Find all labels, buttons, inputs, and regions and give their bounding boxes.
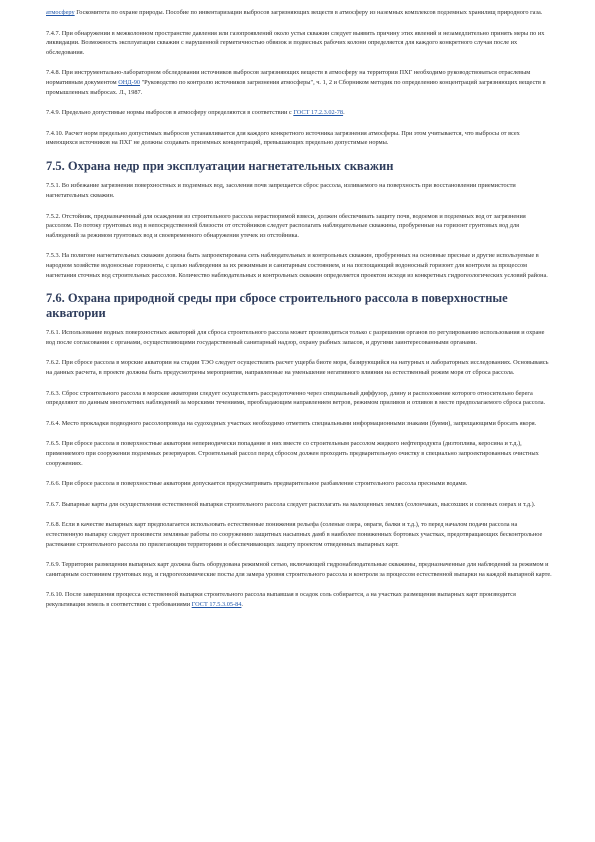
paragraph-text: 7.5.2. Отстойник, предназначенный для осаждения из строительного рассола нерастворимой взвеси, должен обеспечивать защиту почв, водоемов и подземных вод от загрязнения рассолом. По потоку грунтовых вод в непосредственной близости от отстойников следует располагать наблюдательные скважины, пробуренные на горизонт грунтовых вод для наблюдений за режимом грунтовых вод и своевременного обнаружения утечек из отстойника. [46,212,526,239]
paragraph-text: 7.6.9. Территория размещения выпарных карт должна быть оборудована режимной сетью, включающей гидронаблюдательные скважины, предназначенные для наблюдений за режимом и санитарным состоянием грунтовых вод, и гидрогеохимические посты для замера уровня строительного рассола и контроля за процессом естественной выпарки на каждой выпарной карте. [46,561,552,578]
paragraph [46,479,552,489]
paragraph-text: 7.4.10. Расчет норм предельно допустимых выбросов устанавливается для каждого конкретного источника загрязнения атмосферы. При этом учитывается, что выбросы от всех имеющихся источников на ПХГ не должны создавать приземных концентраций, превышающих предельно допустимые нормы. [46,129,520,147]
paragraph [46,181,552,200]
paragraph [46,251,552,280]
document-page [46,8,552,620]
paragraph [46,389,552,408]
paragraph [46,439,552,468]
paragraph [46,590,552,609]
paragraph-text: . [241,600,243,608]
paragraph [46,500,552,510]
document-link[interactable]: ГОСТ 17.5.3.05-84 [191,600,242,608]
section-heading: 7.5. Охрана недр при эксплуатации нагнетательных скважин [46,158,394,173]
paragraph [46,129,552,148]
paragraph-text: 7.6.4. Место прокладки подводного рассолопровода на судоходных участках необходимо отметить специальными информационными знаками (буями), запрещающими бросать якоря. [46,419,537,427]
paragraph-text: 7.6.8. Если в качестве выпарных карт предполагается использовать естественные понижения рельефа (соленые озера, овраги, балки и т.д.), то перед началом подачи рассола на естественную выпарку следует произвести земляные работы по сооружению защитных насыпных дамб в наиболее пониженных бортовых участках, предотвращающих бесконтрольное растекание строительного рассола по прилегающим территориям и обеспечивающих защиту проектом отведенных выпарных карт. [46,521,543,548]
paragraph [46,419,552,429]
paragraph-text: 7.4.8. При инструментально-лабораторном обследовании источников выбросов загрязняющих веществ в атмосферу на территории ПХГ необходимо руководствоваться отраслевым нормативным документом [46,69,531,86]
paragraph-text: 7.6.6. При сбросе рассола в поверхностные акватории допускается предусматривать предварительное разбавление строительного рассола пресными водами. [46,480,468,488]
paragraph-text: 7.6.1. Использование водных поверхностных акваторий для сброса строительного рассола может производиться только с разрешения органов по регулированию использования и охране вод после согласования с органами, осуществляющими государственный санитарный надзор, охрану рыбных запасов, и другими заинтересованными органами. [46,329,545,346]
paragraph-text: 7.4.7. При обнаружении в межколонном пространстве давления или газопроявлений около устья скважин следует выявить причину этих явлений и незамедлительно принять меры по их ликвидации. Возможность эксплуатации скважин с нарушенной герметичностью обвязок и подвесных рабочих колонн определяется для каждого конкретного случая после их обследования. [46,29,545,56]
paragraph [46,328,552,347]
paragraph-text: "Руководство по контролю источников загрязнения атмосферы", ч. 1, 2 и Сборником методик по определению концентраций загрязняющих веществ в промышленных выбросах. Л., 1987. [46,78,546,96]
paragraph [46,560,552,579]
document-link[interactable]: ГОСТ 17.2.3.02-78 [293,109,344,117]
paragraph-text: 7.6.7. Выпарные карты для осуществления естественной выпарки строительного рассола следует располагать на малоценных землях (солончаках, высохших и соленых озерах и т.д.). [46,500,536,508]
document-link[interactable]: атмосферу [46,9,75,16]
paragraph-text: . [343,109,345,117]
document-link[interactable]: ОНД-90 [118,78,140,86]
paragraph-text: 7.6.5. При сбросе рассола в поверхностные акватории непериодически попадание в них вместе со строительным рассолом жидкого нефтепродукта (дизтоплива, керосина и т.д.), применяемого при сооружении подземных резервуаров. Строительный рассол перед сбросом должен проходить предварительную очистку в специально запроектированных очистных сооружениях. [46,440,539,467]
paragraph [46,212,552,241]
paragraph [46,8,552,18]
paragraph-text: 7.5.3. На полигоне нагнетательных скважин должна быть запроектирована сеть наблюдательных и контрольных скважин, пробуренных на основные пресные и другие используемые в народном хозяйстве водоносные горизонты, с целью наблюдения за их режимным и санитарным состоянием, и на поглощающий водоносный горизонт для контроля за процессом нагнетания сточных вод строительных рассолов. Количество наблюдательных и контрольных скважин определяется проектом исходя из конкретных гидрогеологических условий района. [46,252,548,279]
paragraph [46,29,552,58]
paragraph-text: 7.6.10. После завершения процесса естественной выпарки строительного рассола выпавшая в осадок соль собирается, а на участках размещения выпарных карт производится рекультивация земель в соответствии с требованиями [46,591,516,608]
paragraph-text: 7.6.3. Сброс строительного рассола в морские акватории следует осуществлять рассредоточенно через специальный диффузор, длину и расположение которого относительно берега определяют по данным многолетних наблюдений за морскими течениями, преобладающим направлением ветров, режимом приливов и отливов в месте предполагаемого сброса рассола. [46,389,546,407]
paragraph-text: 7.4.9. Предельно допустимые нормы выбросов в атмосферу определяются в соответствии с [46,109,294,117]
paragraph [46,520,552,549]
paragraph-text: 7.5.1. Во избежание загрязнения поверхностных и подземных вод, засоления почв запрещается сброс рассола, изливаемого на поверхность при восстановлении приемистости нагнетательных скважин. [46,182,516,200]
paragraph [46,68,552,97]
paragraph [46,108,552,118]
paragraph-text: Госкомитета по охране природы. Пособие по инвентаризации выбросов загрязняющих веществ в атмосферу из наземных комплексов подземных хранилищ природного газа. [74,9,543,16]
section-heading: 7.6. Охрана природной среды при сбросе строительного рассола в поверхностные акватории [46,291,508,320]
paragraph [46,358,552,377]
paragraph-text: 7.6.2. При сбросе рассола в морские акватории на стадии ТЭО следует осуществлять расчет ущерба биоте моря, базирующийся на натурных и лабораторных исследованиях. Основываясь на данных расчета, в проекте должны быть предусмотрены мероприятия, направленные на уменьшение негативного влияния на естественный режим моря от сброса рассола. [46,359,549,376]
